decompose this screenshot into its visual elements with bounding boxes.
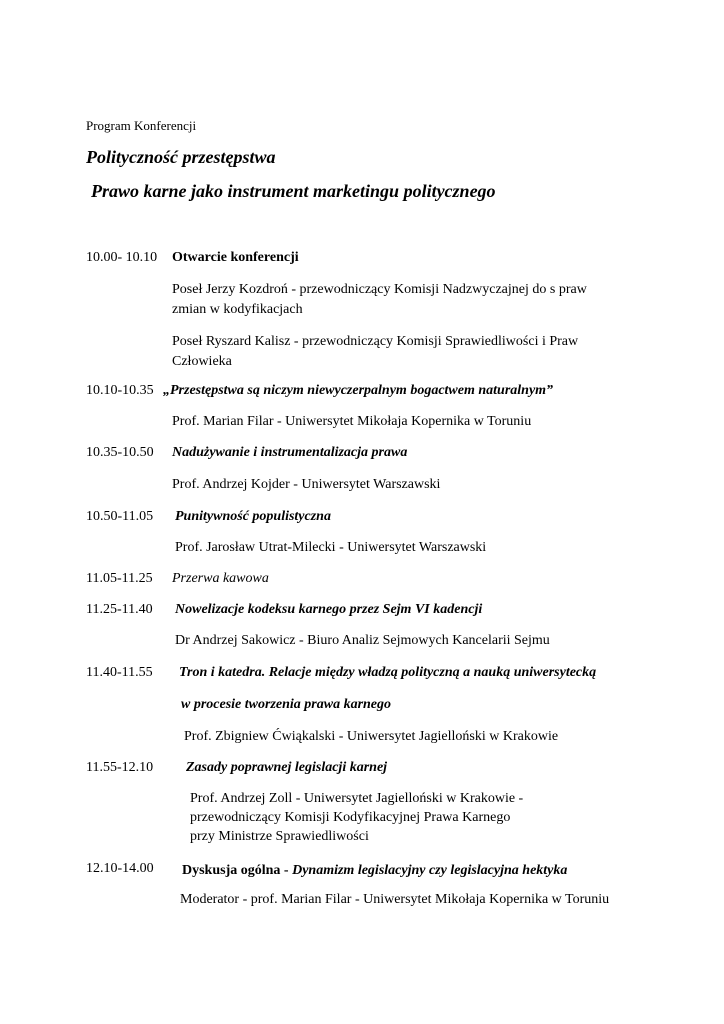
session-speaker-line: przy Ministrze Sprawiedliwości [190, 829, 369, 844]
session-title: Nadużywanie i instrumentalizacja prawa [172, 445, 408, 460]
session-time: 11.05-11.25 [86, 571, 153, 586]
session-speaker: Moderator - prof. Marian Filar - Uniwersytet Mikołaja Kopernika w Toruniu [180, 892, 610, 907]
session-time: 11.25-11.40 [86, 602, 153, 617]
document-subtitle: Prawo karne jako instrument marketingu politycznego [91, 181, 496, 201]
session-title-continued: w procesie tworzenia prawa karnego [181, 697, 392, 712]
session-title: Przerwa kawowa [172, 571, 269, 586]
session-speaker: Poseł Jerzy Kozdroń - przewodniczący Komisji Nadzwyczajnej do s praw zmian w kodyfikacjach [172, 282, 587, 317]
session-speaker: Dr Andrzej Sakowicz - Biuro Analiz Sejmowych Kancelarii Sejmu [175, 633, 550, 648]
session-speaker: Poseł Ryszard Kalisz - przewodniczący Komisji Sprawiedliwości i Praw Człowieka [172, 334, 579, 369]
session-speaker: Prof. Zbigniew Ćwiąkalski - Uniwersytet Jagielloński w Krakowie [184, 729, 559, 744]
session-time: 11.55-12.10 [86, 760, 154, 775]
session-time: 10.00- 10.10 [86, 250, 158, 265]
session-time: 11.40-11.55 [86, 665, 153, 680]
session-title: Otwarcie konferencji [172, 250, 299, 265]
session-title [182, 861, 567, 879]
session-title: Zasady poprawnej legislacji karnej [186, 760, 388, 775]
session-speaker: Prof. Marian Filar - Uniwersytet Mikołaja Kopernika w Toruniu [172, 414, 532, 429]
session-speaker: Prof. Jarosław Utrat-Milecki - Uniwersytet Warszawski [175, 540, 487, 555]
session-title: Tron i katedra. Relacje między władzą polityczną a nauką uniwersytecką [179, 665, 597, 680]
session-speaker: Prof. Andrzej Kojder - Uniwersytet Warszawski [172, 477, 441, 492]
session-time: 10.50-11.05 [86, 509, 154, 524]
session-title: Nowelizacje kodeksu karnego przez Sejm VI kadencji [175, 602, 483, 617]
session-speaker-line: Prof. Andrzej Zoll - Uniwersytet Jagielloński w Krakowie - [190, 791, 524, 806]
session-time: 10.35-10.50 [86, 445, 154, 460]
session-title-italic: Dynamizm legislacyjny czy legislacyjna hektyka [292, 863, 568, 878]
session-title: Punitywność populistyczna [175, 509, 331, 524]
document-title: Polityczność przestępstwa [86, 147, 276, 167]
session-speaker-line: przewodniczący Komisji Kodyfikacyjnej Prawa Karnego [190, 810, 511, 825]
session-title: „Przestępstwa są niczym niewyczerpalnym bogactwem naturalnym” [163, 383, 554, 398]
session-time: 12.10-14.00 [86, 861, 154, 876]
session-title-bold: Dyskusja ogólna - [182, 863, 293, 878]
session-time: 10.10-10.35 [86, 383, 154, 398]
document-label: Program Konferencji [86, 118, 197, 133]
